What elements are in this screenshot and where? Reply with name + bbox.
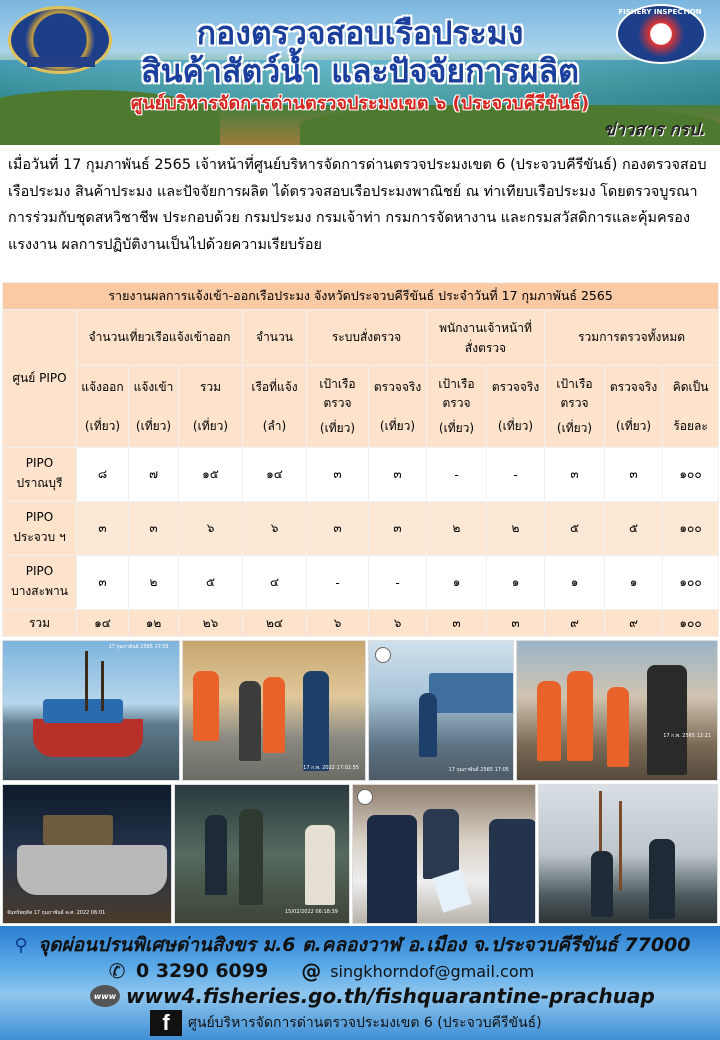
table-cell: ๑๐๐ [663,448,719,502]
table-cell: ๒ [427,502,487,556]
total-cell: ๖ [369,610,427,637]
news-paragraph: เมื่อวันที่ 17 กุมภาพันธ์ 2565 เจ้าหน้าที่ศูนย์บริหารจัดการด่านตรวจประมงเขต 6 (ประจวบคีรีขันธ์) กองตรวจสอบเรือประมง สินค้าประมง และปัจจัยการผลิต ได้ตรวจสอบเรือประมงพาณิชย์ ณ ท่าเทียบเรือประมง โดยตรวจบูรณาการร่วมกับชุดสหวิชาชีพ ประกอบด้วย กรมประมง กรมเจ้าท่า กรมการจัดหางาน และกรมสวัสดิการและคุ้มครองแรงงาน ผลการปฏิบัติงานเป็นไปด้วยความเรียบร้อย [8,157,707,253]
group-trips-header: จำนวนเที่ยวเรือแจ้งเข้าออก [77,310,243,366]
group-officer-line2: สั่งตรวจ [464,340,507,355]
table-cell: ๒ [129,556,179,610]
footer-facebook-line [150,1010,710,1036]
document [432,869,472,913]
sub-officer-target-header: เป้าเรือ ตรวจ (เที่ยว) [427,366,487,448]
table-cell: ๓ [369,502,427,556]
table-total-row [3,610,719,637]
sub-in-header: แจ้งเข้า (เที่ยว) [129,366,179,448]
table-cell: ๕ [605,502,663,556]
sub-system-actual-header: ตรวจจริง (เที่ยว) [369,366,427,448]
phone-icon: ✆ [108,959,126,983]
table-cell: ๕ [545,502,605,556]
table-cell: - [487,448,545,502]
photo-timestamp: 17 ก.พ. 2565 12:21 [663,733,711,739]
news-tag: ข่าวสาร กรป. [603,120,706,140]
col-center-header: ศูนย์ PIPO [3,310,77,448]
photo-pier-inspection [538,784,718,924]
photo-dock-inspection [368,640,514,781]
total-cell: ๙ [545,610,605,637]
sub-system-target-header: เป้าเรือ ตรวจ (เที่ยว) [307,366,369,448]
logo-right-text: FISHERY INSPECTION [618,8,702,16]
sub-total-target-header: เป้าเรือ ตรวจ (เที่ยว) [545,366,605,448]
table-cell: ๓ [605,448,663,502]
group-officer-header [427,310,545,366]
footer-facebook[interactable]: ศูนย์บริหารจัดการด่านตรวจประมงเขต 6 (ประจวบคีรีขันธ์) [188,1015,542,1031]
total-cell: ๙ [605,610,663,637]
table-cell: - [427,448,487,502]
table-cell: ๓ [369,448,427,502]
sub-percent-header: คิดเป็น ร้อยละ [663,366,719,448]
footer-contact [0,926,720,1040]
footer-phone[interactable]: 0 3290 6099 [136,960,269,982]
table-cell: ๑๕ [179,448,243,502]
group-officer-line1: พนักงานเจ้าหน้าที่ [439,320,532,335]
table-cell: ๓ [129,502,179,556]
total-cell: ๖ [307,610,369,637]
table-cell: ๑ [427,556,487,610]
compass-icon [375,647,391,663]
table-cell: - [369,556,427,610]
table-cell: - [307,556,369,610]
compass-icon [357,789,373,805]
sub-sum-header: รวม (เที่ยว) [179,366,243,448]
title-line-1: กองตรวจสอบเรือประมง [196,14,524,52]
photo-inspection-team [182,640,366,781]
table-cell: ๓ [77,556,129,610]
photo-timestamp: 17 ก.พ. 2022 17:02:55 [303,765,359,771]
sub-out-header: แจ้งออก (เที่ยว) [77,366,129,448]
table-cell: ๘ [77,448,129,502]
table-cell: ๑ [487,556,545,610]
footer-website[interactable]: www4.fisheries.go.th/fishquarantine-prachuap [126,984,655,1008]
photo-timestamp: 17 กุมภาพันธ์ 2565 17:05 [448,767,509,773]
table-cell: ๓ [545,448,605,502]
table-cell: ๗ [129,448,179,502]
title-line-3: ศูนย์บริหารจัดการด่านตรวจประมงเขต ๖ (ประจวบคีรีขันธ์) [130,93,590,114]
table-cell: ๓ [77,502,129,556]
row-center-name: PIPO ประจวบ ฯ [3,502,77,556]
photo-timestamp: 17 กุมภาพันธ์ 2565 17:01 [108,644,169,650]
photo-timestamp: 15/02/2022 06:18:39 [285,909,338,915]
table-cell: ๓ [307,502,369,556]
total-cell: ๓ [427,610,487,637]
row-center-name: PIPO บางสะพาน [3,556,77,610]
table-row [3,448,719,502]
total-cell: ๒๔ [243,610,307,637]
table-cell: ๑ [545,556,605,610]
total-cell: ๑๐๐ [663,610,719,637]
row-center-name: PIPO ปราณบุรี [3,448,77,502]
facebook-icon[interactable]: f [150,1010,182,1036]
footer-email[interactable]: singkhorndof@gmail.com [330,961,535,981]
email-icon: @ [301,959,322,983]
table-cell: ๑๐๐ [663,502,719,556]
table-cell: ๕ [179,556,243,610]
footer-address-line [10,930,710,960]
photo-night-document-check [174,784,350,924]
photo-crew-check [516,640,718,781]
table-caption: รายงานผลการแจ้งเข้า-ออกเรือประมง จังหวัดประจวบคีรีขันธ์ ประจำวันที่ 17 กุมภาพันธ์ 2565 [3,283,719,310]
table-cell: ๖ [243,502,307,556]
table-cell: ๑ [605,556,663,610]
footer-website-line [90,984,710,1008]
sub-officer-actual-header: ตรวจจริง (เที่ยว) [487,366,545,448]
table-row [3,502,719,556]
photo-officers-at-table [352,784,536,924]
total-cell: ๓ [487,610,545,637]
total-cell: ๒๖ [179,610,243,637]
group-count-header: จำนวน [243,310,307,366]
table-cell: ๑๔ [243,448,307,502]
total-cell: ๑๒ [129,610,179,637]
title-line-2: สินค้าสัตว์น้ำ และปัจจัยการผลิต [141,52,579,90]
group-total-header: รวมการตรวจทั้งหมด [545,310,719,366]
table-cell: ๔ [243,556,307,610]
photo-fishing-boat [2,640,180,781]
table-cell: ๒ [487,502,545,556]
footer-phone-line [104,958,624,984]
table-cell: ๑๐๐ [663,556,719,610]
group-system-header: ระบบสั่งตรวจ [307,310,427,366]
total-cell: ๑๔ [77,610,129,637]
sub-boats-header: เรือที่แจ้ง (ลำ) [243,366,307,448]
report-table [2,282,719,637]
total-label: รวม [3,610,77,637]
table-row [3,556,719,610]
table-cell: ๖ [179,502,243,556]
www-icon: www [90,985,120,1007]
photo-timestamp: จันทร์พฤหัส 17 กุมภาพันธ์ ค.ศ. 2022 06:01 [7,910,106,916]
table-cell: ๓ [307,448,369,502]
footer-address: จุดผ่อนปรนพิเศษด่านสิงขร ม.6 ต.คลองวาฬ อ.เมือง จ.ประจวบคีรีขันธ์ 77000 [38,934,691,956]
photo-night-boat [2,784,172,924]
header-banner [0,0,720,145]
sub-total-actual-header: ตรวจจริง (เที่ยว) [605,366,663,448]
map-pin-icon: ⚲ [14,934,28,956]
